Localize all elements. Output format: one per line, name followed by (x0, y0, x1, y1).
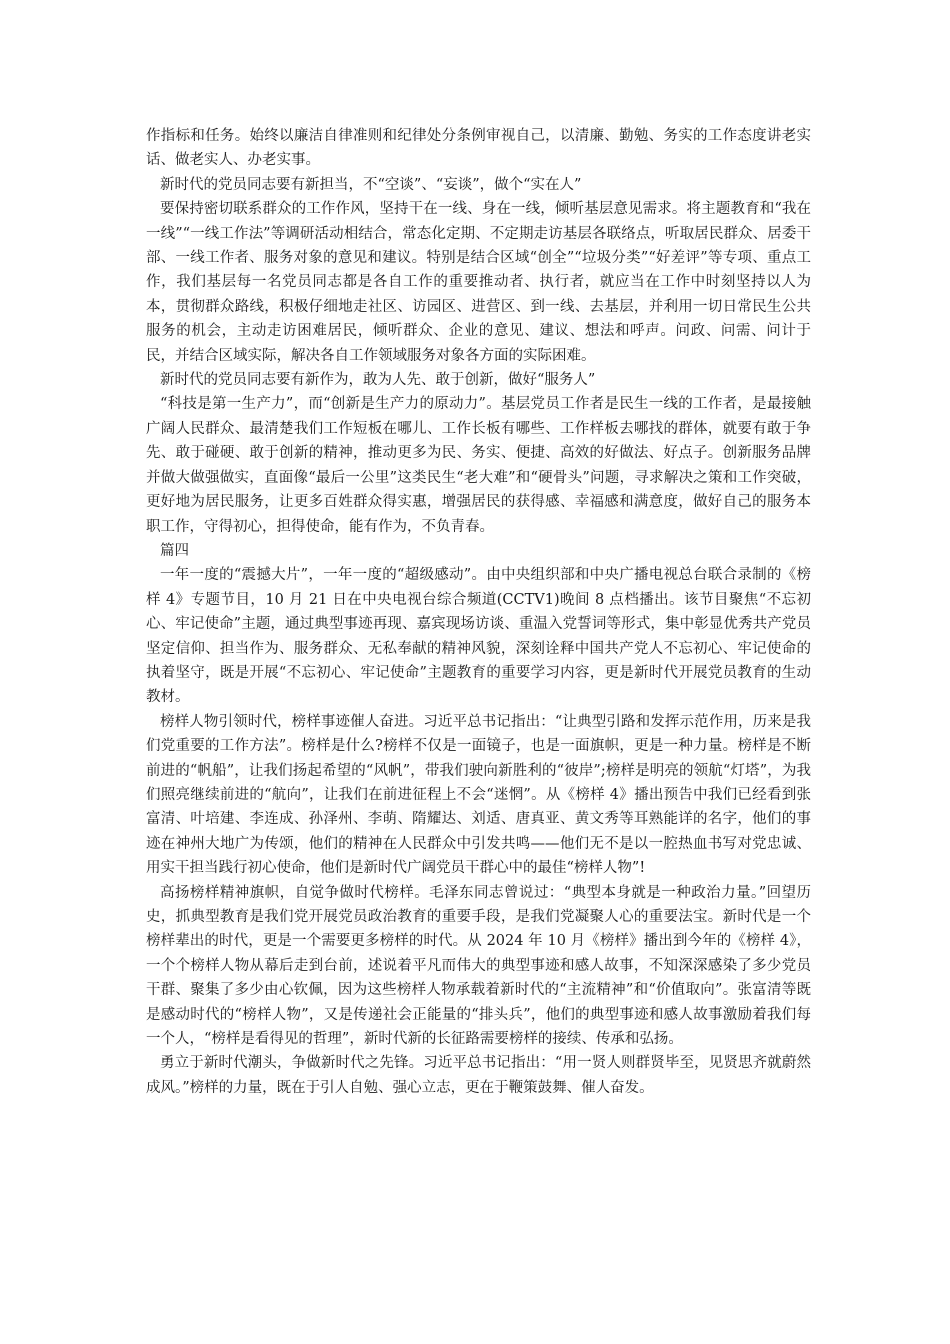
section-heading-new-action: 新时代的党员同志要有新作为，敢为人先、敢于创新，做好“服务人” (160, 372, 596, 389)
paragraph-innovation: “科技是第一生产力”，而“创新是生产力的原动力”。基层党员工作者是民生一线的工作者，是最接触广阔人民群众、最清楚我们工作短板在哪儿、工作长板有哪些、工作样板去哪找的群体，就要有敢于争先、敢于碰硬、敢于创新的精神，推动更多为民、务实、便捷、高效的好做法、好点子。创新服务品牌并做大做强做实，直面像“最后一公里”这类民生“老大难”和“硬骨头”问题，寻求解决之策和工作突破，更好地为居民服务，让更多百姓群众得实惠，增强居民的获得感、幸福感和满意度，做好自己的服务本职工作，守得初心，担得使命，能有作为，不负青春。 (146, 396, 811, 535)
paragraph-contact-masses: 要保持密切联系群众的工作作风，坚持干在一线、身在一线，倾听基层意见需求。将主题教育和“我在一线”“一线工作法”等调研活动相结合，常态化定期、不定期走访基层各联络点，听取居民群众、居委干部、一线工作者、服务对象的意见和建议。特别是结合区域“创全”“垃圾分类”“好差评”等专项、重点工作，我们基层每一名党员同志都是各自工作的重要推动者、执行者，就应当在工作中时刻坚持以人为本，贯彻群众路线，积极仔细地走社区、访园区、进营区、到一线、去基层，并利用一切日常民生公共服务的机会，主动走访困难居民，倾听群众、企业的意见、建议、想法和呼声。问政、问需、问计于民，并结合区域实际，解决各自工作领域服务对象各方面的实际困难。 (146, 201, 811, 364)
paragraph-role-model-spirit: 高扬榜样精神旗帜，自觉争做时代榜样。毛泽东同志曾说过：“典型本身就是一种政治力量。”回望历史，抓典型教育是我们党开展党员政治教育的重要手段，是我们党凝聚人心的重要法宝。新时代是一个榜样辈出的时代，更是一个需要更多榜样的时代。从 2024 年 10 月《榜样》播出到今年的《榜样 4》，一个个榜样人物从幕后走到台前，述说着平凡而伟大的典型事迹和感人故事，不知深深感染了多少党员干群、聚集了多少由心钦佩，因为这些榜样人物承载着新时代的“主流精神”和“价值取向”。张富清等既是感动时代的“榜样人物”，又是传递社会正能量的“排头兵”，他们的典型事迹和感人故事激励着我们每一个人，“榜样是看得见的哲理”，新时代新的长征路需要榜样的接续、传承和弘扬。 (146, 884, 811, 1048)
paragraph-role-models-lead: 榜样人物引领时代，榜样事迹催人奋进。习近平总书记指出：“让典型引路和发挥示范作用，历来是我们党重要的工作方法”。榜样是什么?榜样不仅是一面镜子，也是一面旗帜，更是一种力量。榜样是不断前进的“帆船”，让我们扬起希望的“风帆”，带我们驶向新胜利的“彼岸”;榜样是明亮的领航“灯塔”，为我们照亮继续前进的“航向”，让我们在前进征程上不会“迷惘”。从《榜样 4》播出预告中我们已经看到张富清、叶培建、李连成、孙泽州、李萌、隋耀达、刘适、唐真亚、黄文秀等耳熟能详的名字，他们的事迹在神州大地广为传颂，他们的精神在人民群众中引发共鸣——他们无不是以一腔热血书写对党忠诚、用实干担当践行初心使命，他们是新时代广阔党员干群心中的最佳“榜样人物”! (146, 713, 811, 877)
document-page (146, 124, 811, 1100)
paragraph-continuation: 作指标和任务。始终以廉洁自律准则和纪律处分条例审视自己，以清廉、勤勉、务实的工作态度讲老实话、做老实人、办老实事。 (146, 128, 811, 169)
section-title-part-four: 篇四 (160, 542, 189, 559)
paragraph-program-intro: 一年一度的“震撼大片”，一年一度的“超级感动”。由中央组织部和中央广播电视总台联合录制的《榜样 4》专题节目，10 月 21 日在中央电视台综合频道(CCTV1)晚间 8 点档播出。该节目聚焦“不忘初心、牢记使命”主题，通过典型事迹再现、嘉宾现场访谈、重温入党誓词等形式，集中彰显优秀共产党员坚定信仰、担当作为、服务群众、无私奉献的精神风貌，深刻诠释中国共产党人不忘初心、牢记使命的执着坚守，既是开展“不忘初心、牢记使命”主题教育的重要学习内容，更是新时代开展党员教育的生动教材。 (146, 567, 811, 706)
paragraph-new-era-pioneer: 勇立于新时代潮头，争做新时代之先锋。习近平总书记指出：“用一贤人则群贤毕至，见贤思齐就蔚然成风。”榜样的力量，既在于引人自勉、强心立志，更在于鞭策鼓舞、催人奋发。 (146, 1055, 811, 1096)
section-heading-new-responsibility: 新时代的党员同志要有新担当，不“空谈”、“妄谈”，做个“实在人” (160, 176, 582, 193)
